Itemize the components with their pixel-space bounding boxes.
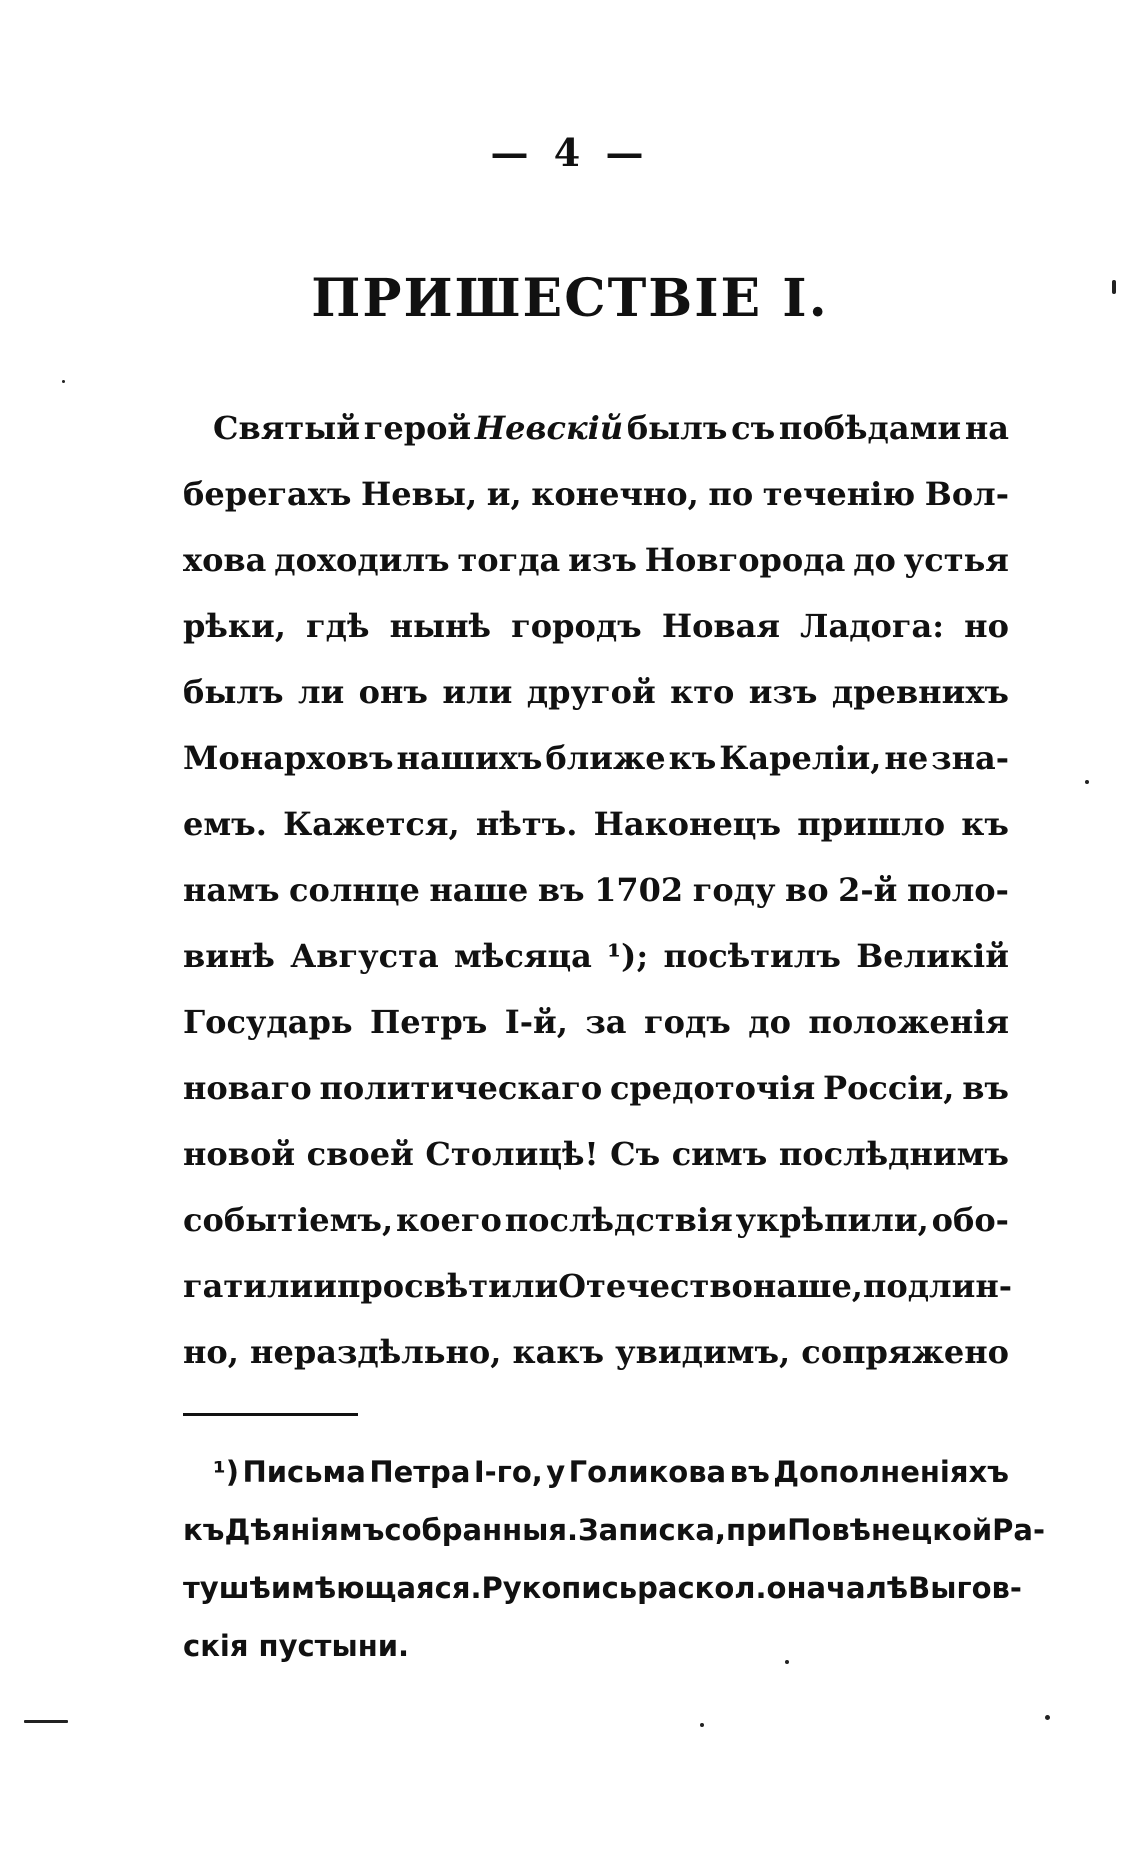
body-line bbox=[183, 1055, 1009, 1121]
word: укрѣпили, bbox=[735, 1201, 929, 1239]
body-line bbox=[183, 857, 1009, 923]
word: древнихъ bbox=[831, 673, 1009, 711]
scan-speck bbox=[62, 380, 65, 383]
word: тушѣ bbox=[183, 1571, 271, 1605]
word: новаго bbox=[183, 1069, 312, 1107]
word: солнце bbox=[289, 871, 420, 909]
scan-speck bbox=[700, 1723, 704, 1727]
word: Ра- bbox=[992, 1513, 1046, 1547]
word: доходилъ bbox=[274, 541, 450, 579]
footnotes bbox=[183, 1443, 1046, 1675]
word: средоточія bbox=[609, 1069, 816, 1107]
word: ли bbox=[297, 673, 345, 711]
body-line bbox=[183, 527, 1009, 593]
page-number: — 4 — bbox=[490, 130, 650, 175]
word: Невскій bbox=[474, 409, 624, 447]
word: Невы, bbox=[361, 475, 478, 513]
word: конечно, bbox=[531, 475, 699, 513]
word: Петра bbox=[369, 1455, 471, 1489]
word: 2-й bbox=[838, 871, 898, 909]
word: Столицѣ! bbox=[425, 1135, 599, 1173]
word: къ bbox=[668, 739, 717, 777]
word: Повѣнецкой bbox=[787, 1513, 993, 1547]
word: намъ bbox=[183, 871, 280, 909]
word: посѣтилъ bbox=[663, 937, 841, 975]
word: до bbox=[853, 541, 896, 579]
word: теченію bbox=[762, 475, 916, 513]
word: о bbox=[766, 1571, 787, 1605]
word: зна- bbox=[931, 739, 1009, 777]
word: подлин- bbox=[862, 1267, 1013, 1305]
word: Наконецъ bbox=[593, 805, 781, 843]
word: изъ bbox=[568, 541, 637, 579]
word: емъ. bbox=[183, 805, 267, 843]
body-line bbox=[183, 1121, 1009, 1187]
word: при bbox=[726, 1513, 788, 1547]
word: былъ bbox=[626, 409, 728, 447]
word: Выгов- bbox=[908, 1571, 1022, 1605]
word: Голикова bbox=[568, 1455, 727, 1489]
word: другой bbox=[526, 673, 656, 711]
word: собранныя. bbox=[384, 1513, 579, 1547]
word: Записка, bbox=[578, 1513, 727, 1547]
body-line bbox=[183, 1187, 1009, 1253]
word: герой bbox=[363, 409, 472, 447]
scan-speck bbox=[1045, 1715, 1050, 1720]
word: I-й, bbox=[504, 1003, 568, 1041]
word: положенія bbox=[808, 1003, 1009, 1041]
body-line bbox=[183, 725, 1009, 791]
word: увидимъ, bbox=[615, 1333, 791, 1371]
word: I-го, bbox=[473, 1455, 543, 1489]
word: наше, bbox=[752, 1267, 863, 1305]
scan-speck bbox=[24, 1720, 68, 1723]
body-line bbox=[183, 659, 1009, 725]
word: Вол- bbox=[924, 475, 1009, 513]
word: съ bbox=[731, 409, 776, 447]
word: кто bbox=[670, 673, 735, 711]
word: и bbox=[313, 1267, 337, 1305]
word: Великій bbox=[856, 937, 1009, 975]
word: Дополненіяхъ bbox=[773, 1455, 1009, 1489]
footnote-line bbox=[183, 1443, 1009, 1501]
word: но, bbox=[183, 1333, 239, 1371]
word: на bbox=[964, 409, 1009, 447]
word: гатили bbox=[183, 1267, 314, 1305]
word: обо- bbox=[931, 1201, 1009, 1239]
word: новой bbox=[183, 1135, 296, 1173]
word: Новгорода bbox=[644, 541, 846, 579]
body-line bbox=[183, 989, 1009, 1055]
word: симъ bbox=[671, 1135, 768, 1173]
word: хова bbox=[183, 541, 267, 579]
word: винѣ bbox=[183, 937, 275, 975]
footnote-divider bbox=[183, 1413, 358, 1416]
body-line bbox=[183, 593, 1009, 659]
scan-speck bbox=[1112, 280, 1116, 294]
word: во bbox=[785, 871, 829, 909]
word: изъ bbox=[748, 673, 818, 711]
word: Ладога: bbox=[800, 607, 945, 645]
word: устья bbox=[903, 541, 1009, 579]
scan-speck bbox=[1085, 780, 1089, 784]
word: Отечество bbox=[558, 1267, 753, 1305]
word: 1702 bbox=[594, 871, 684, 909]
word: Рукопись bbox=[481, 1571, 638, 1605]
word: по bbox=[708, 475, 754, 513]
body-line bbox=[183, 923, 1009, 989]
word: Новая bbox=[661, 607, 781, 645]
word: гдѣ bbox=[306, 607, 370, 645]
word: рѣки, bbox=[183, 607, 286, 645]
word: годъ bbox=[643, 1003, 731, 1041]
word: наше bbox=[429, 871, 529, 909]
word: къ bbox=[961, 805, 1009, 843]
word: послѣдствія bbox=[504, 1201, 733, 1239]
word: Монарховъ bbox=[183, 739, 394, 777]
word: пришло bbox=[797, 805, 946, 843]
word: Письма bbox=[242, 1455, 366, 1489]
word: году bbox=[692, 871, 776, 909]
word: послѣднимъ bbox=[778, 1135, 1009, 1173]
body-line bbox=[183, 1319, 1009, 1385]
word: какъ bbox=[512, 1333, 605, 1371]
word: Петръ bbox=[370, 1003, 488, 1041]
word: побѣдами bbox=[778, 409, 962, 447]
word: ¹); bbox=[607, 937, 649, 975]
word: въ bbox=[962, 1069, 1009, 1107]
word: Государь bbox=[183, 1003, 353, 1041]
word: нѣтъ. bbox=[475, 805, 578, 843]
word: просвѣтили bbox=[336, 1267, 559, 1305]
body-text bbox=[183, 395, 1013, 1385]
word: и, bbox=[486, 475, 522, 513]
word: Кажется, bbox=[283, 805, 460, 843]
word: въ bbox=[537, 871, 585, 909]
word: ближе bbox=[545, 739, 666, 777]
word: поло- bbox=[906, 871, 1009, 909]
word: своей bbox=[306, 1135, 414, 1173]
word: нынѣ bbox=[389, 607, 491, 645]
word: у bbox=[546, 1455, 566, 1489]
body-line bbox=[183, 395, 1009, 461]
word: нашихъ bbox=[396, 739, 543, 777]
scan-speck bbox=[785, 1660, 789, 1664]
word: городъ bbox=[511, 607, 642, 645]
word: къ bbox=[183, 1513, 225, 1547]
word: мѣсяца bbox=[454, 937, 592, 975]
word: берегахъ bbox=[183, 475, 352, 513]
word: Августа bbox=[290, 937, 439, 975]
word: но bbox=[964, 607, 1009, 645]
word: Дѣяніямъ bbox=[224, 1513, 385, 1547]
word: имѣющаяся. bbox=[270, 1571, 482, 1605]
word: или bbox=[442, 673, 513, 711]
chapter-title: ПРИШЕСТВІЕ I. bbox=[311, 268, 829, 329]
footnote-line bbox=[183, 1559, 1022, 1617]
word: началѣ bbox=[786, 1571, 909, 1605]
word: ¹) bbox=[213, 1455, 239, 1489]
word: онъ bbox=[358, 673, 428, 711]
word: до bbox=[748, 1003, 791, 1041]
body-line bbox=[183, 791, 1009, 857]
word: за bbox=[585, 1003, 627, 1041]
word: былъ bbox=[183, 673, 284, 711]
word: раскол. bbox=[637, 1571, 767, 1605]
word: нераздѣльно, bbox=[250, 1333, 502, 1371]
word: въ bbox=[729, 1455, 770, 1489]
word: коего bbox=[396, 1201, 502, 1239]
word: тогда bbox=[457, 541, 561, 579]
footnote-line bbox=[183, 1501, 1046, 1559]
word: Россіи, bbox=[823, 1069, 955, 1107]
word: Съ bbox=[610, 1135, 661, 1173]
word: Святый bbox=[213, 409, 360, 447]
word: Кареліи, bbox=[719, 739, 882, 777]
word: сопряжено bbox=[801, 1333, 1009, 1371]
word: не bbox=[884, 739, 929, 777]
word: политическаго bbox=[319, 1069, 603, 1107]
footnote-line: скія пустыни. bbox=[183, 1629, 410, 1663]
word: событіемъ, bbox=[183, 1201, 394, 1239]
body-line bbox=[183, 461, 1009, 527]
body-line bbox=[183, 1253, 1013, 1319]
